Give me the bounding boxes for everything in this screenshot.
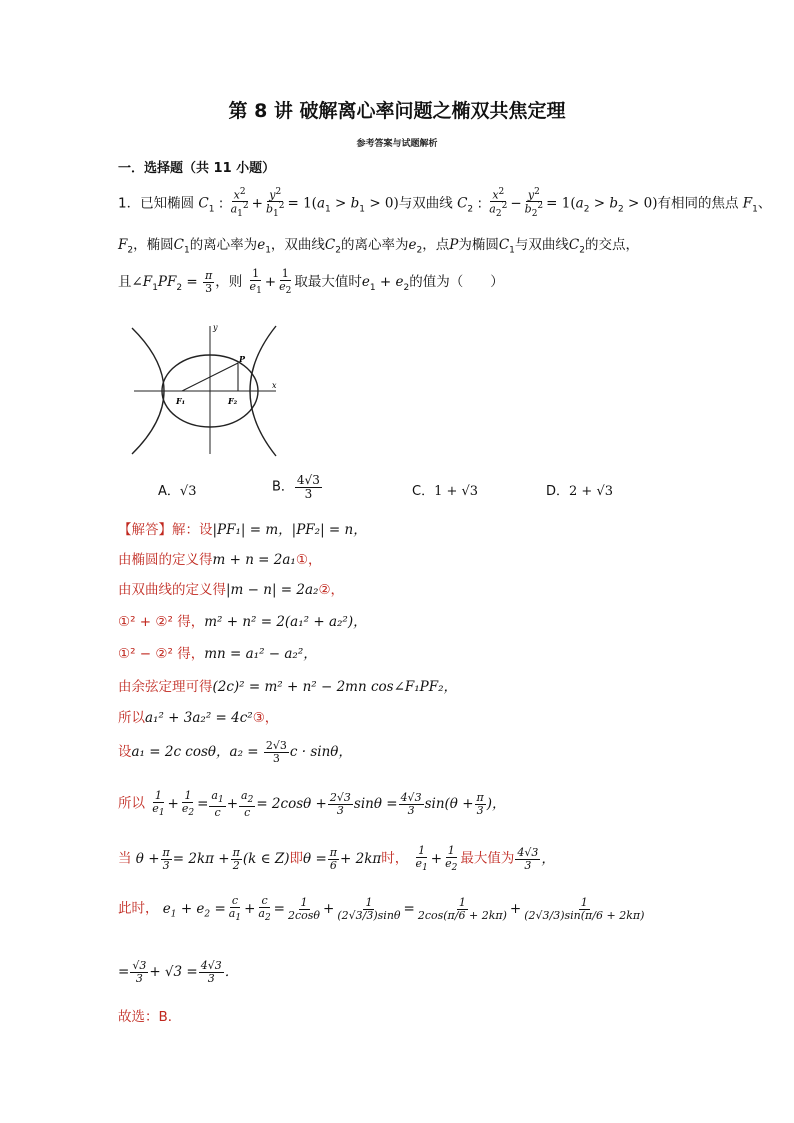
option-c[interactable]: C．1 + √3 (412, 484, 479, 499)
y-axis-label: y (213, 323, 218, 332)
page-subtitle: 参考答案与试题解析 (356, 139, 438, 149)
x-axis-label: x (272, 381, 277, 390)
solution-line-7: 所以a₁² + 3a₂² = 4c²③， (118, 710, 279, 726)
solution-line-5: ①² − ②² 得，mn = a₁² − a₂²， (118, 646, 317, 662)
page-title: 第 8 讲 破解离心率问题之椭双共焦定理 (228, 100, 566, 122)
section-heading: 一．选择题（共 11 小题） (118, 161, 276, 176)
question-line-2: $F_2$，椭圆$C_1$的离心率为$e_1$，双曲线$C_2$的离心率为$e_2$，点P为椭圆$C_1$与双曲线$C_2$的交点， (118, 237, 639, 256)
option-b[interactable]: B． $\frac{4√3}{3}$ (272, 473, 320, 501)
focus-f2-label: F₂ (228, 396, 238, 406)
solution-line-3: 由双曲线的定义得|m − n| = 2a₂②， (118, 582, 345, 598)
focus-f1-label: F₁ (176, 396, 186, 406)
solution-line-4: ①² + ②² 得，m² + n² = 2(a₁² + a₂²)， (118, 614, 367, 630)
question-line-1: 1．已知椭圆 $C_1$ : $\frac{x^2}{a_1^2}$ + $\frac{y^2}{b_1^2}$ = $1(a_1 > b_1 > 0)$与双曲线 $C_2$ : $\frac{x^2}{a_2^2}$ − $\frac{y^2}{b_2^2}$ = $1(a_2 > b_2 > 0)$有相同的焦点 $F_1$、 (118, 187, 772, 220)
solution-line-6: 由余弦定理可得(2c)² = m² + n² − 2mn cos∠F₁PF₂， (118, 679, 458, 695)
solution-line-8: 设a₁ = 2c cosθ，a₂ = $\frac{2√3}{3}$ c · sinθ， (118, 739, 352, 765)
solution-line-1: 【解答】解：设|PF₁| = m，|PF₂| = n， (118, 522, 367, 538)
solution-answer: 故选：B． (118, 1009, 182, 1025)
option-a[interactable]: A．√3 (158, 484, 197, 499)
option-d[interactable]: D．2 + √3 (546, 484, 613, 499)
solution-line-9: 所以 $\frac{1}{e_1}$ + $\frac{1}{e_2}$ = $\frac{a_1}{c}$ + $\frac{a_2}{c}$ = 2cosθ + $\frac{2√3}{3}$ sinθ = $\frac{4√3}{3}$ sin(θ + $\frac{\pi}{3}$ )， (118, 789, 506, 819)
ellipse-hyperbola-figure (124, 318, 284, 458)
solution-line-10: 当 θ + $\frac{\pi}{3}$ = 2kπ + $\frac{\pi}{2}$ (k ∈ Z)即θ = $\frac{\pi}{6}$ + 2kπ时， $\frac{1}{e_1}$ + $\frac{1}{e_2}$ 最大值为 $\frac{4√3}{3}$ ， (118, 844, 555, 873)
solution-line-2: 由椭圆的定义得m + n = 2a₁①， (118, 552, 322, 568)
question-line-3: 且$\angle F_1PF_2$ = $\frac{\pi}{3}$ ，则 $\frac{1}{e_1}$ + $\frac{1}{e_2}$ 取最大值时$e_1 + e_2$的值为（ ） (118, 267, 504, 296)
solution-line-11: 此时， $e_1 + e_2$ = $\frac{c}{a_1}$ + $\frac{c}{a_2}$ = $\frac{1}{2\cos\theta}$ + $\frac{1}{(2√3/3)\sin\theta}$ = $\frac{1}{2\cos(\pi/6 + 2k\pi)}$ + $\frac{1}{(2√3/3)\sin(\pi/6 + 2k\pi)}$ (118, 894, 645, 923)
solution-line-12: = $\frac{√3}{3}$ + √3 = $\frac{4√3}{3}$ ． (118, 959, 239, 985)
point-p-label: P (239, 354, 246, 364)
